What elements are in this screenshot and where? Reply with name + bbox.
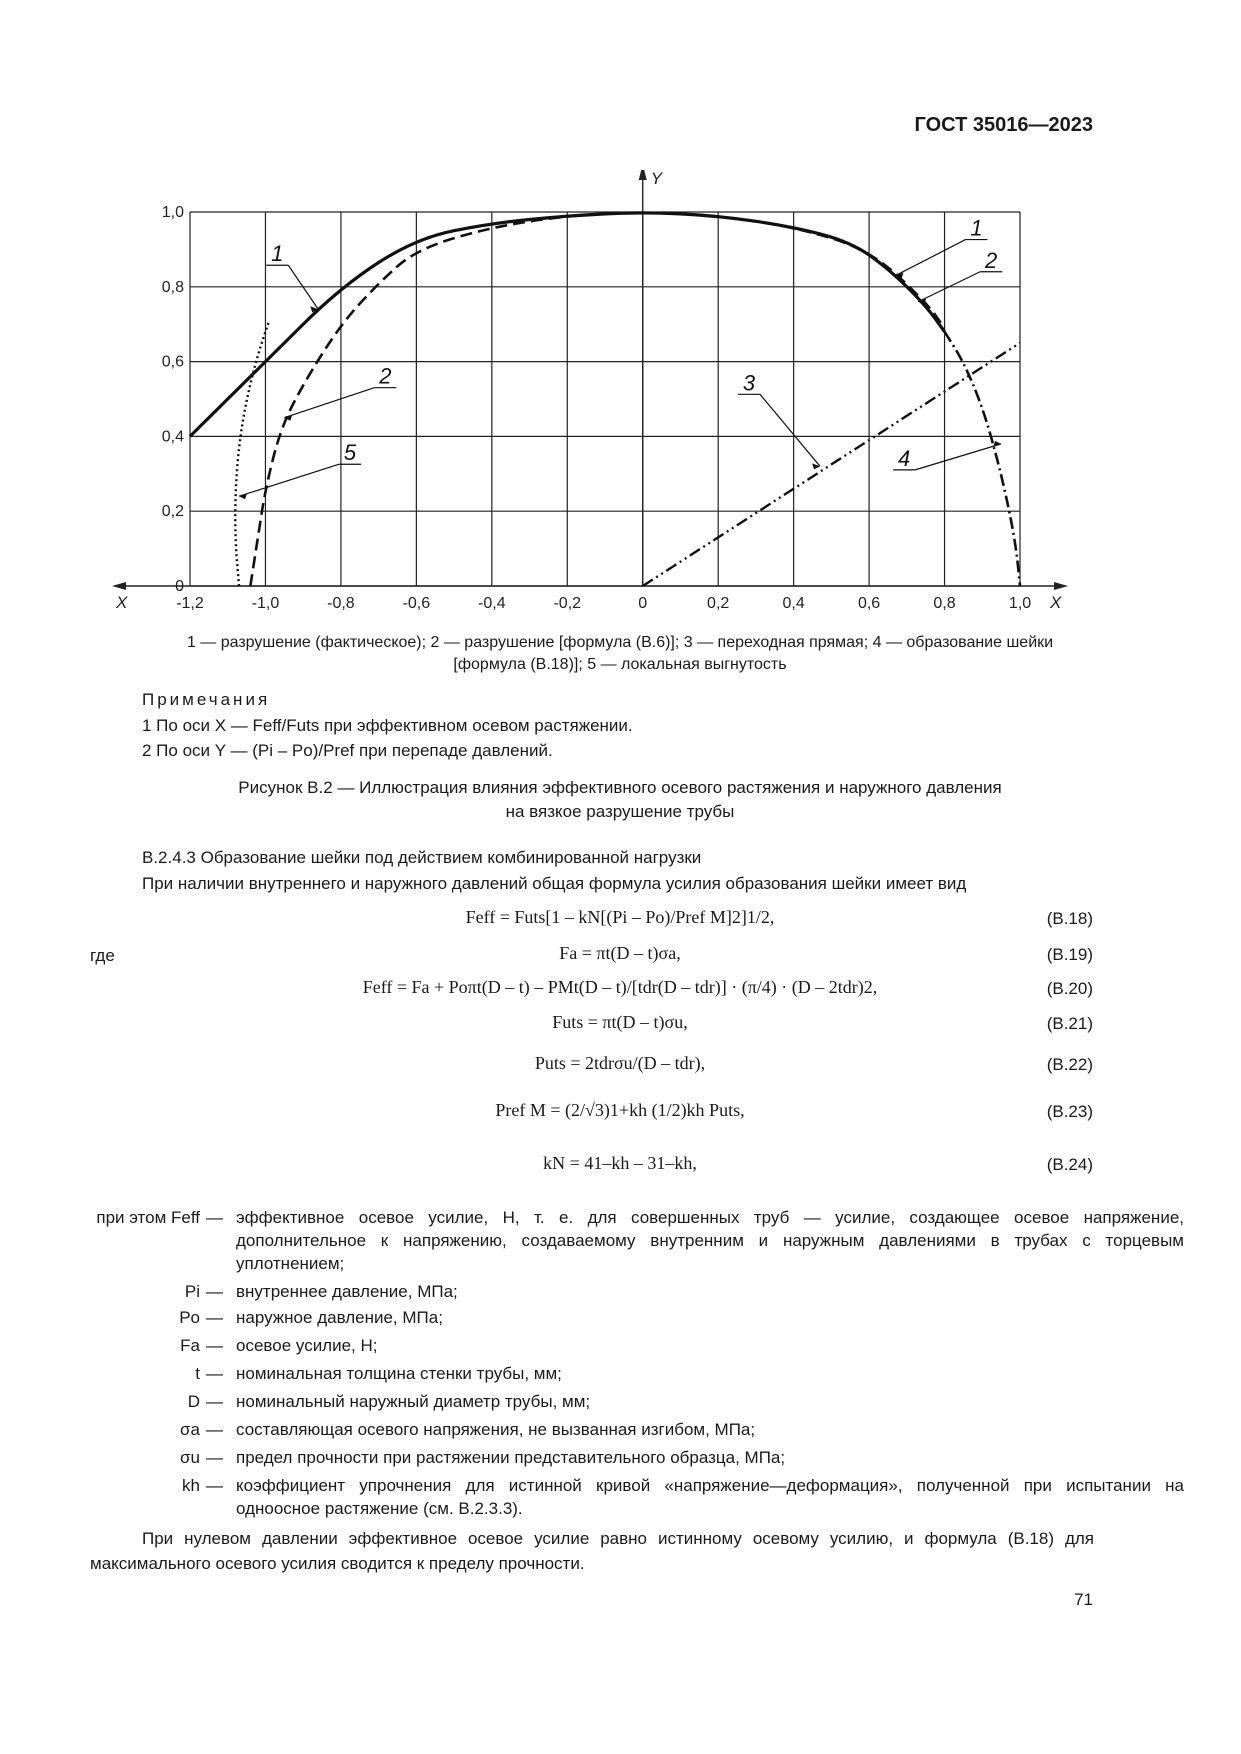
x-axis-arrow-left: [112, 582, 126, 590]
legend-line-2: [формула (В.18)]; 5 — локальная выгнутость: [453, 656, 787, 673]
annotation-leader: [760, 394, 820, 466]
definition-dash: —: [206, 1364, 223, 1383]
annotation-label: 2: [985, 247, 998, 273]
annotation-leader: [896, 240, 966, 276]
x-tick-label: 0,4: [782, 595, 805, 612]
definition-symbol: kh: [182, 1476, 200, 1495]
x-tick-label: -1,0: [251, 595, 280, 612]
y-axis-arrow: [639, 170, 647, 180]
definition-symbol: Fa: [180, 1336, 200, 1355]
series-3-line: [643, 343, 1020, 586]
note-1: 1 По оси X — Feff/Futs при эффективном осевом растяжении.: [142, 716, 633, 735]
formula-b22-number: (В.22): [1046, 1055, 1093, 1074]
series-2-line: [250, 213, 944, 586]
x-tick-label: 0: [638, 595, 648, 612]
annotation-label: 1: [970, 215, 983, 241]
definition-symbol: D: [187, 1392, 200, 1411]
figure-chart: [110, 170, 1070, 620]
definition-dash: —: [206, 1282, 223, 1301]
formula-b20: Feff = Fa + Poπt(D – t) – PMt(D – t)/[tdr(D – tdr)] · (π/4) · (D – 2tdr)2,: [362, 977, 878, 997]
annotation-leader: [239, 464, 339, 496]
definition-text: номинальный наружный диаметр трубы, мм;: [236, 1392, 591, 1411]
figure-legend: [120, 632, 1120, 676]
x-tick-label: 0,8: [933, 595, 956, 612]
standard-number: ГОСТ 35016—2023: [914, 114, 1093, 136]
annotation-arrowhead: [239, 493, 247, 499]
definition-text: внутреннее давление, МПа;: [236, 1282, 458, 1301]
definition-kh: [90, 1474, 1184, 1522]
definition-dash: —: [206, 1420, 223, 1439]
definition-text: наружное давление, МПа;: [236, 1308, 443, 1327]
x-axis-label-left: X: [116, 593, 128, 612]
definition-dash: —: [206, 1392, 223, 1411]
definition-symbol: Pi: [184, 1282, 200, 1301]
formula-b21-number: (В.21): [1046, 1014, 1093, 1033]
formula-b21: Futs = πt(D – t)σu,: [552, 1012, 688, 1032]
section-intro: При наличии внутреннего и наружного давлений общая формула усилия образования шейки имеет вид: [142, 874, 967, 893]
formula-b22: Puts = 2tdrσu/(D – tdr),: [534, 1053, 706, 1073]
x-tick-label: -0,2: [553, 595, 582, 612]
notes-title: Примечания: [142, 690, 271, 709]
definition-dash: —: [206, 1208, 223, 1227]
figure-caption: [120, 776, 1120, 824]
formula-b23: Pref M = (2/√3)1+kh (1/2)kh Puts,: [495, 1100, 745, 1120]
definition-dash: —: [206, 1336, 223, 1355]
figure-caption-line-1: Рисунок В.2 — Иллюстрация влияния эффективного осевого растяжения и наружного давления: [238, 778, 1002, 797]
definition-dash: —: [206, 1448, 223, 1467]
series-5-line: [235, 320, 269, 586]
annotation-leader: [915, 444, 1001, 470]
annotation-label: 2: [379, 363, 392, 389]
section-heading: В.2.4.3 Образование шейки под действием комбинированной нагрузки: [142, 848, 702, 867]
definition-text: номинальная толщина стенки трубы, мм;: [236, 1364, 562, 1383]
legend-line-1: 1 — разрушение (фактическое); 2 — разрушение [формула (В.6)]; 3 — переходная прямая; 4 — образование шейки: [186, 634, 1054, 651]
annotation-label: 3: [742, 370, 756, 396]
definition-text: составляющая осевого напряжения, не вызванная изгибом, МПа;: [236, 1420, 756, 1439]
x-axis-arrow-right: [1054, 582, 1068, 590]
formula-b24-number: (В.24): [1046, 1155, 1093, 1174]
formula-b24: kN = 41–kh – 31–kh,: [543, 1153, 697, 1173]
x-tick-label: 0,2: [707, 595, 730, 612]
x-tick-label: 1,0: [1008, 595, 1032, 612]
annotation-label: 5: [343, 440, 357, 466]
definition-text: эффективное осевое усилие, Н, т. е. для совершенных труб — усилие, создающее осевое напряжение, дополнительное к напряжению, создаваемому внутренним и наружным давлениями в трубах с торцевым уплотнением;: [236, 1208, 1184, 1273]
x-tick-label: -0,8: [327, 595, 355, 612]
where-label: где: [90, 946, 115, 965]
y-tick-label: 0: [175, 578, 184, 595]
formula-b19: Fa = πt(D – t)σa,: [559, 943, 681, 963]
series-4-line: [945, 332, 1020, 586]
y-tick-label: 0,4: [161, 428, 184, 446]
definition-symbol: при этом Feff: [96, 1208, 200, 1227]
x-axis-label-right: X: [1050, 593, 1062, 612]
formula-b18: Feff = Futs[1 – kN[(Pi – Po)/Pref M]2]1/2,: [465, 907, 775, 927]
final-paragraph: При нулевом давлении эффективное осевое усилие равно истинному осевому усилию, и формула (В.18) для максимального осевого усилия сводится к пределу прочности.: [90, 1529, 1094, 1573]
definition-text: предел прочности при растяжении представительного образца, МПа;: [236, 1448, 786, 1467]
y-tick-label: 0,8: [161, 278, 184, 296]
x-tick-label: -1,2: [176, 595, 204, 612]
annotation-label: 4: [898, 445, 911, 471]
y-tick-label: 0,6: [161, 353, 184, 371]
note-2: 2 По оси Y — (Pi – Po)/Pref при перепаде давлений.: [142, 741, 553, 760]
formula-b19-number: (В.19): [1046, 945, 1093, 964]
definition-symbol: Po: [179, 1308, 200, 1327]
annotation-label: 1: [271, 241, 284, 267]
definition-symbol: σa: [180, 1420, 200, 1439]
formula-b23-number: (В.23): [1046, 1102, 1093, 1121]
y-axis-label: Y: [650, 170, 663, 188]
definition-feff: [90, 1206, 1184, 1276]
formula-b18-number: (В.18): [1046, 909, 1093, 928]
definition-symbol: t: [195, 1364, 200, 1383]
annotation-arrowhead: [993, 441, 1001, 447]
definition-dash: —: [206, 1476, 223, 1495]
page-number: 71: [1074, 1590, 1093, 1609]
x-tick-label: -0,6: [402, 595, 431, 612]
definition-text: коэффициент упрочнения для истинной кривой «напряжение—деформация», полученной при испытании на одноосное растяжение (см. В.2.3.3).: [236, 1476, 1184, 1518]
formula-b20-number: (В.20): [1046, 979, 1093, 998]
definition-dash: —: [206, 1308, 223, 1327]
x-tick-label: -0,4: [478, 595, 506, 612]
annotation-leader: [284, 388, 374, 418]
y-tick-label: 0,2: [161, 503, 184, 521]
definition-text: осевое усилие, Н;: [236, 1336, 378, 1355]
definition-symbol: σu: [180, 1448, 200, 1467]
x-tick-label: 0,6: [857, 595, 881, 612]
y-tick-label: 1,0: [161, 204, 184, 221]
figure-caption-line-2: на вязкое разрушение трубы: [505, 802, 735, 821]
